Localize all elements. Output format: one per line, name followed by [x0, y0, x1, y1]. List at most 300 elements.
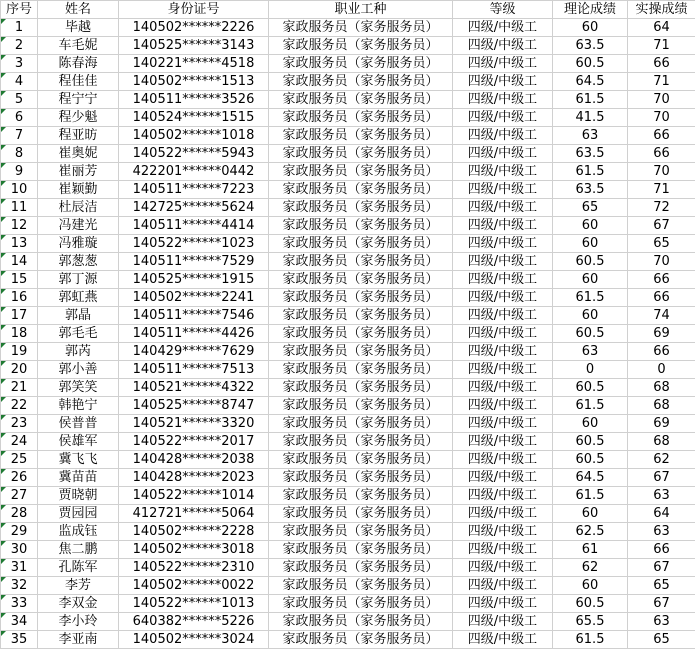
column-header-index[interactable]: 序号 — [1, 1, 38, 19]
cell-practical-score[interactable] — [628, 487, 695, 505]
cell-practical-score[interactable] — [628, 163, 695, 181]
cell-level[interactable] — [453, 595, 553, 613]
cell-id-number[interactable] — [119, 289, 269, 307]
cell-practical-score[interactable] — [628, 217, 695, 235]
cell-practical-score[interactable] — [628, 271, 695, 289]
cell-practical-score[interactable] — [628, 145, 695, 163]
cell-theory-score[interactable] — [553, 235, 628, 253]
cell-level[interactable] — [453, 379, 553, 397]
cell-practical-score[interactable] — [628, 469, 695, 487]
cell-level[interactable] — [453, 235, 553, 253]
cell-name[interactable] — [38, 163, 119, 181]
cell-occupation[interactable] — [269, 253, 453, 271]
cell-id-number[interactable] — [119, 325, 269, 343]
cell-id-number[interactable] — [119, 199, 269, 217]
cell-id-number[interactable] — [119, 487, 269, 505]
cell-practical-score[interactable] — [628, 325, 695, 343]
error-indicator-triangle-icon — [1, 433, 6, 438]
cell-theory-score[interactable] — [553, 361, 628, 379]
cell-theory-score[interactable] — [553, 325, 628, 343]
cell-theory-score[interactable] — [553, 145, 628, 163]
cell-name[interactable] — [38, 343, 119, 361]
cell-occupation[interactable] — [269, 343, 453, 361]
cell-practical-score[interactable] — [628, 109, 695, 127]
cell-name[interactable] — [38, 37, 119, 55]
cell-id-number-text: 140511******4426 — [132, 326, 255, 341]
cell-practical-score[interactable] — [628, 19, 695, 37]
cell-index[interactable] — [1, 343, 38, 361]
cell-theory-score[interactable] — [553, 595, 628, 613]
cell-level[interactable] — [453, 91, 553, 109]
cell-theory-score[interactable] — [553, 181, 628, 199]
cell-name[interactable] — [38, 73, 119, 91]
cell-index[interactable] — [1, 523, 38, 541]
cell-practical-score[interactable] — [628, 37, 695, 55]
cell-id-number[interactable] — [119, 541, 269, 559]
cell-practical-score[interactable] — [628, 55, 695, 73]
column-header-id-number[interactable]: 身份证号 — [119, 1, 269, 19]
cell-index[interactable] — [1, 433, 38, 451]
cell-index[interactable] — [1, 199, 38, 217]
cell-name[interactable] — [38, 199, 119, 217]
cell-occupation[interactable] — [269, 235, 453, 253]
cell-occupation[interactable] — [269, 217, 453, 235]
cell-index[interactable] — [1, 145, 38, 163]
cell-level[interactable] — [453, 181, 553, 199]
cell-occupation[interactable] — [269, 307, 453, 325]
cell-occupation[interactable] — [269, 163, 453, 181]
cell-id-number[interactable] — [119, 379, 269, 397]
cell-index-text: 25 — [10, 452, 28, 467]
cell-level[interactable] — [453, 523, 553, 541]
cell-occupation[interactable] — [269, 55, 453, 73]
column-header-occupation[interactable]: 职业工种 — [269, 1, 453, 19]
cell-name-text: 监成钰 — [58, 524, 98, 539]
cell-id-number[interactable] — [119, 397, 269, 415]
cell-practical-score[interactable] — [628, 127, 695, 145]
cell-level-text: 四级/中级工 — [467, 632, 538, 647]
cell-index[interactable] — [1, 361, 38, 379]
cell-id-number[interactable] — [119, 91, 269, 109]
cell-name[interactable] — [38, 307, 119, 325]
cell-theory-score-text: 63.5 — [575, 182, 605, 197]
error-indicator-triangle-icon — [1, 397, 6, 402]
cell-index[interactable] — [1, 505, 38, 523]
cell-practical-score-text: 67 — [653, 560, 670, 575]
cell-theory-score[interactable] — [553, 19, 628, 37]
table-row — [1, 253, 695, 271]
cell-theory-score[interactable] — [553, 199, 628, 217]
table-row — [1, 433, 695, 451]
cell-name[interactable] — [38, 109, 119, 127]
cell-id-number[interactable] — [119, 181, 269, 199]
cell-index[interactable] — [1, 469, 38, 487]
cell-level-text: 四级/中级工 — [467, 542, 538, 557]
cell-index[interactable] — [1, 307, 38, 325]
cell-practical-score[interactable] — [628, 523, 695, 541]
cell-occupation[interactable] — [269, 37, 453, 55]
cell-theory-score[interactable] — [553, 289, 628, 307]
cell-practical-score[interactable] — [628, 415, 695, 433]
cell-id-number[interactable] — [119, 613, 269, 631]
cell-level[interactable] — [453, 613, 553, 631]
cell-practical-score[interactable] — [628, 307, 695, 325]
cell-id-number[interactable] — [119, 559, 269, 577]
cell-practical-score[interactable] — [628, 253, 695, 271]
cell-id-number-text: 140522******1014 — [132, 488, 255, 503]
cell-id-number[interactable] — [119, 595, 269, 613]
cell-id-number[interactable] — [119, 217, 269, 235]
cell-id-number[interactable] — [119, 415, 269, 433]
cell-theory-score[interactable] — [553, 415, 628, 433]
cell-occupation[interactable] — [269, 289, 453, 307]
cell-level[interactable] — [453, 451, 553, 469]
cell-level[interactable] — [453, 343, 553, 361]
cell-theory-score[interactable] — [553, 631, 628, 649]
cell-theory-score[interactable] — [553, 379, 628, 397]
cell-occupation[interactable] — [269, 19, 453, 37]
cell-occupation[interactable] — [269, 559, 453, 577]
cell-name[interactable] — [38, 361, 119, 379]
cell-level[interactable] — [453, 55, 553, 73]
cell-level[interactable] — [453, 109, 553, 127]
cell-id-number[interactable] — [119, 145, 269, 163]
cell-index[interactable] — [1, 91, 38, 109]
cell-practical-score[interactable] — [628, 595, 695, 613]
cell-theory-score[interactable] — [553, 91, 628, 109]
cell-index[interactable] — [1, 253, 38, 271]
cell-level[interactable] — [453, 307, 553, 325]
cell-level[interactable] — [453, 37, 553, 55]
cell-id-number[interactable] — [119, 253, 269, 271]
error-indicator-triangle-icon — [1, 145, 6, 150]
cell-occupation[interactable] — [269, 181, 453, 199]
cell-id-number-text: 140429******7629 — [132, 344, 255, 359]
cell-level[interactable] — [453, 487, 553, 505]
cell-theory-score[interactable] — [553, 163, 628, 181]
cell-practical-score[interactable] — [628, 379, 695, 397]
cell-practical-score-text: 69 — [653, 326, 670, 341]
cell-level[interactable] — [453, 289, 553, 307]
cell-index[interactable] — [1, 397, 38, 415]
cell-practical-score[interactable] — [628, 199, 695, 217]
cell-index[interactable] — [1, 217, 38, 235]
cell-name[interactable] — [38, 451, 119, 469]
cell-name-text: 李小玲 — [58, 614, 98, 629]
cell-occupation[interactable] — [269, 595, 453, 613]
cell-occupation[interactable] — [269, 73, 453, 91]
cell-theory-score[interactable] — [553, 487, 628, 505]
cell-level-text: 四级/中级工 — [467, 20, 538, 35]
cell-level[interactable] — [453, 163, 553, 181]
cell-practical-score-text: 0 — [657, 362, 666, 377]
cell-occupation[interactable] — [269, 397, 453, 415]
cell-name[interactable] — [38, 613, 119, 631]
cell-occupation[interactable] — [269, 415, 453, 433]
cell-occupation[interactable] — [269, 469, 453, 487]
cell-index-text: 23 — [10, 416, 28, 431]
cell-level[interactable] — [453, 127, 553, 145]
cell-occupation[interactable] — [269, 487, 453, 505]
cell-index[interactable] — [1, 235, 38, 253]
cell-level-text: 四级/中级工 — [467, 308, 538, 323]
cell-level[interactable] — [453, 541, 553, 559]
cell-name[interactable] — [38, 91, 119, 109]
cell-theory-score[interactable] — [553, 73, 628, 91]
cell-theory-score[interactable] — [553, 271, 628, 289]
cell-index[interactable] — [1, 55, 38, 73]
cell-level[interactable] — [453, 415, 553, 433]
cell-name[interactable] — [38, 217, 119, 235]
cell-index[interactable] — [1, 451, 38, 469]
cell-theory-score[interactable] — [553, 433, 628, 451]
cell-index[interactable] — [1, 487, 38, 505]
cell-index[interactable] — [1, 19, 38, 37]
cell-level[interactable] — [453, 271, 553, 289]
cell-theory-score[interactable] — [553, 55, 628, 73]
cell-index[interactable] — [1, 415, 38, 433]
cell-theory-score[interactable] — [553, 505, 628, 523]
error-indicator-triangle-icon — [1, 325, 6, 330]
cell-id-number[interactable] — [119, 163, 269, 181]
cell-occupation[interactable] — [269, 361, 453, 379]
cell-index[interactable] — [1, 325, 38, 343]
cell-occupation[interactable] — [269, 379, 453, 397]
cell-theory-score-text: 0 — [585, 362, 595, 377]
cell-name[interactable] — [38, 595, 119, 613]
cell-index[interactable] — [1, 163, 38, 181]
cell-practical-score[interactable] — [628, 541, 695, 559]
cell-practical-score-text: 70 — [653, 164, 670, 179]
cell-level-text: 四级/中级工 — [467, 200, 538, 215]
cell-occupation[interactable] — [269, 127, 453, 145]
table-row — [1, 217, 695, 235]
cell-practical-score[interactable] — [628, 505, 695, 523]
cell-occupation[interactable] — [269, 145, 453, 163]
cell-practical-score[interactable] — [628, 91, 695, 109]
cell-theory-score-text: 63 — [581, 344, 599, 359]
cell-occupation[interactable] — [269, 613, 453, 631]
cell-practical-score[interactable] — [628, 559, 695, 577]
cell-occupation[interactable] — [269, 325, 453, 343]
cell-level[interactable] — [453, 325, 553, 343]
cell-level-text: 四级/中级工 — [467, 524, 538, 539]
column-header-level[interactable]: 等级 — [453, 1, 553, 19]
cell-occupation[interactable] — [269, 109, 453, 127]
cell-index[interactable] — [1, 631, 38, 649]
cell-theory-score[interactable] — [553, 253, 628, 271]
cell-level[interactable] — [453, 577, 553, 595]
cell-id-number[interactable] — [119, 523, 269, 541]
cell-level-text: 四级/中级工 — [467, 236, 538, 251]
cell-theory-score[interactable] — [553, 109, 628, 127]
cell-id-number[interactable] — [119, 631, 269, 649]
cell-theory-score[interactable] — [553, 343, 628, 361]
cell-id-number[interactable] — [119, 577, 269, 595]
cell-name[interactable] — [38, 469, 119, 487]
cell-occupation[interactable] — [269, 91, 453, 109]
cell-level[interactable] — [453, 505, 553, 523]
cell-index[interactable] — [1, 73, 38, 91]
cell-index[interactable] — [1, 109, 38, 127]
column-header-practical-score[interactable]: 实操成绩 — [628, 1, 695, 19]
error-indicator-triangle-icon — [1, 73, 6, 78]
cell-id-number[interactable] — [119, 73, 269, 91]
cell-theory-score[interactable] — [553, 451, 628, 469]
error-indicator-triangle-icon — [1, 379, 6, 384]
cell-name[interactable] — [38, 181, 119, 199]
cell-id-number[interactable] — [119, 127, 269, 145]
cell-practical-score[interactable] — [628, 433, 695, 451]
cell-id-number[interactable] — [119, 343, 269, 361]
cell-level[interactable] — [453, 145, 553, 163]
cell-name[interactable] — [38, 271, 119, 289]
cell-theory-score[interactable] — [553, 37, 628, 55]
cell-id-number[interactable] — [119, 55, 269, 73]
column-header-theory-score[interactable]: 理论成绩 — [553, 1, 628, 19]
cell-occupation[interactable] — [269, 505, 453, 523]
cell-id-number[interactable] — [119, 109, 269, 127]
cell-index[interactable] — [1, 271, 38, 289]
cell-name[interactable] — [38, 145, 119, 163]
table-row — [1, 289, 695, 307]
cell-index-text: 33 — [10, 596, 28, 611]
cell-theory-score[interactable] — [553, 577, 628, 595]
cell-practical-score[interactable] — [628, 235, 695, 253]
cell-id-number[interactable] — [119, 19, 269, 37]
cell-practical-score[interactable] — [628, 613, 695, 631]
cell-level[interactable] — [453, 397, 553, 415]
cell-occupation[interactable] — [269, 199, 453, 217]
cell-level[interactable] — [453, 217, 553, 235]
cell-id-number-text: 640382******5226 — [132, 614, 255, 629]
cell-occupation[interactable] — [269, 523, 453, 541]
cell-level[interactable] — [453, 19, 553, 37]
cell-name[interactable] — [38, 433, 119, 451]
cell-id-number[interactable] — [119, 37, 269, 55]
error-indicator-triangle-icon — [1, 253, 6, 258]
cell-theory-score[interactable] — [553, 127, 628, 145]
cell-level[interactable] — [453, 469, 553, 487]
cell-index[interactable] — [1, 379, 38, 397]
cell-practical-score-text: 67 — [653, 470, 670, 485]
cell-index[interactable] — [1, 577, 38, 595]
cell-index[interactable] — [1, 127, 38, 145]
cell-practical-score[interactable] — [628, 343, 695, 361]
cell-id-number[interactable] — [119, 469, 269, 487]
cell-level[interactable] — [453, 559, 553, 577]
cell-theory-score[interactable] — [553, 307, 628, 325]
cell-name[interactable] — [38, 415, 119, 433]
cell-occupation-text: 家政服务员（家务服务员） — [282, 506, 439, 521]
cell-practical-score[interactable] — [628, 577, 695, 595]
cell-theory-score[interactable] — [553, 613, 628, 631]
cell-practical-score[interactable] — [628, 397, 695, 415]
cell-id-number[interactable] — [119, 451, 269, 469]
cell-id-number[interactable] — [119, 361, 269, 379]
cell-name[interactable] — [38, 523, 119, 541]
cell-theory-score[interactable] — [553, 559, 628, 577]
cell-name[interactable] — [38, 253, 119, 271]
cell-practical-score[interactable] — [628, 631, 695, 649]
cell-occupation[interactable] — [269, 631, 453, 649]
cell-level[interactable] — [453, 361, 553, 379]
cell-name[interactable] — [38, 379, 119, 397]
error-indicator-triangle-icon — [1, 487, 6, 492]
cell-id-number[interactable] — [119, 433, 269, 451]
cell-id-number-text: 140521******3320 — [132, 416, 255, 431]
cell-name[interactable] — [38, 127, 119, 145]
cell-id-number-text: 140511******4414 — [132, 218, 255, 233]
cell-theory-score[interactable] — [553, 523, 628, 541]
cell-name[interactable] — [38, 19, 119, 37]
cell-name[interactable] — [38, 631, 119, 649]
cell-theory-score[interactable] — [553, 217, 628, 235]
cell-theory-score[interactable] — [553, 397, 628, 415]
cell-id-number[interactable] — [119, 235, 269, 253]
cell-name[interactable] — [38, 577, 119, 595]
cell-name[interactable] — [38, 505, 119, 523]
cell-level[interactable] — [453, 253, 553, 271]
cell-index[interactable] — [1, 37, 38, 55]
cell-level[interactable] — [453, 73, 553, 91]
cell-occupation[interactable] — [269, 577, 453, 595]
cell-occupation[interactable] — [269, 541, 453, 559]
cell-name[interactable] — [38, 559, 119, 577]
cell-id-number[interactable] — [119, 505, 269, 523]
cell-level[interactable] — [453, 631, 553, 649]
cell-theory-score[interactable] — [553, 469, 628, 487]
cell-index-text: 16 — [10, 290, 28, 305]
column-header-name[interactable]: 姓名 — [38, 1, 119, 19]
cell-practical-score[interactable] — [628, 181, 695, 199]
cell-index[interactable] — [1, 559, 38, 577]
cell-name[interactable] — [38, 487, 119, 505]
cell-practical-score[interactable] — [628, 73, 695, 91]
cell-id-number[interactable] — [119, 307, 269, 325]
cell-name[interactable] — [38, 235, 119, 253]
cell-id-number-text: 140502******2241 — [132, 290, 255, 305]
error-indicator-triangle-icon — [1, 559, 6, 564]
cell-name-text: 陈春海 — [58, 56, 98, 71]
cell-name[interactable] — [38, 397, 119, 415]
cell-practical-score[interactable] — [628, 289, 695, 307]
table-row — [1, 361, 695, 379]
cell-level[interactable] — [453, 199, 553, 217]
cell-name[interactable] — [38, 325, 119, 343]
cell-level[interactable] — [453, 433, 553, 451]
cell-name[interactable] — [38, 55, 119, 73]
cell-id-number[interactable] — [119, 271, 269, 289]
table-row — [1, 577, 695, 595]
cell-index[interactable] — [1, 613, 38, 631]
cell-index-text: 34 — [10, 614, 28, 629]
cell-id-number-text: 140502******2228 — [132, 524, 255, 539]
cell-index[interactable] — [1, 181, 38, 199]
cell-name-text: 冀苗苗 — [58, 470, 98, 485]
cell-practical-score[interactable] — [628, 451, 695, 469]
cell-practical-score[interactable] — [628, 361, 695, 379]
cell-occupation[interactable] — [269, 433, 453, 451]
cell-index[interactable] — [1, 595, 38, 613]
cell-name[interactable] — [38, 541, 119, 559]
cell-name[interactable] — [38, 289, 119, 307]
cell-theory-score[interactable] — [553, 541, 628, 559]
cell-index[interactable] — [1, 289, 38, 307]
cell-occupation[interactable] — [269, 451, 453, 469]
cell-occupation[interactable] — [269, 271, 453, 289]
cell-index[interactable] — [1, 541, 38, 559]
